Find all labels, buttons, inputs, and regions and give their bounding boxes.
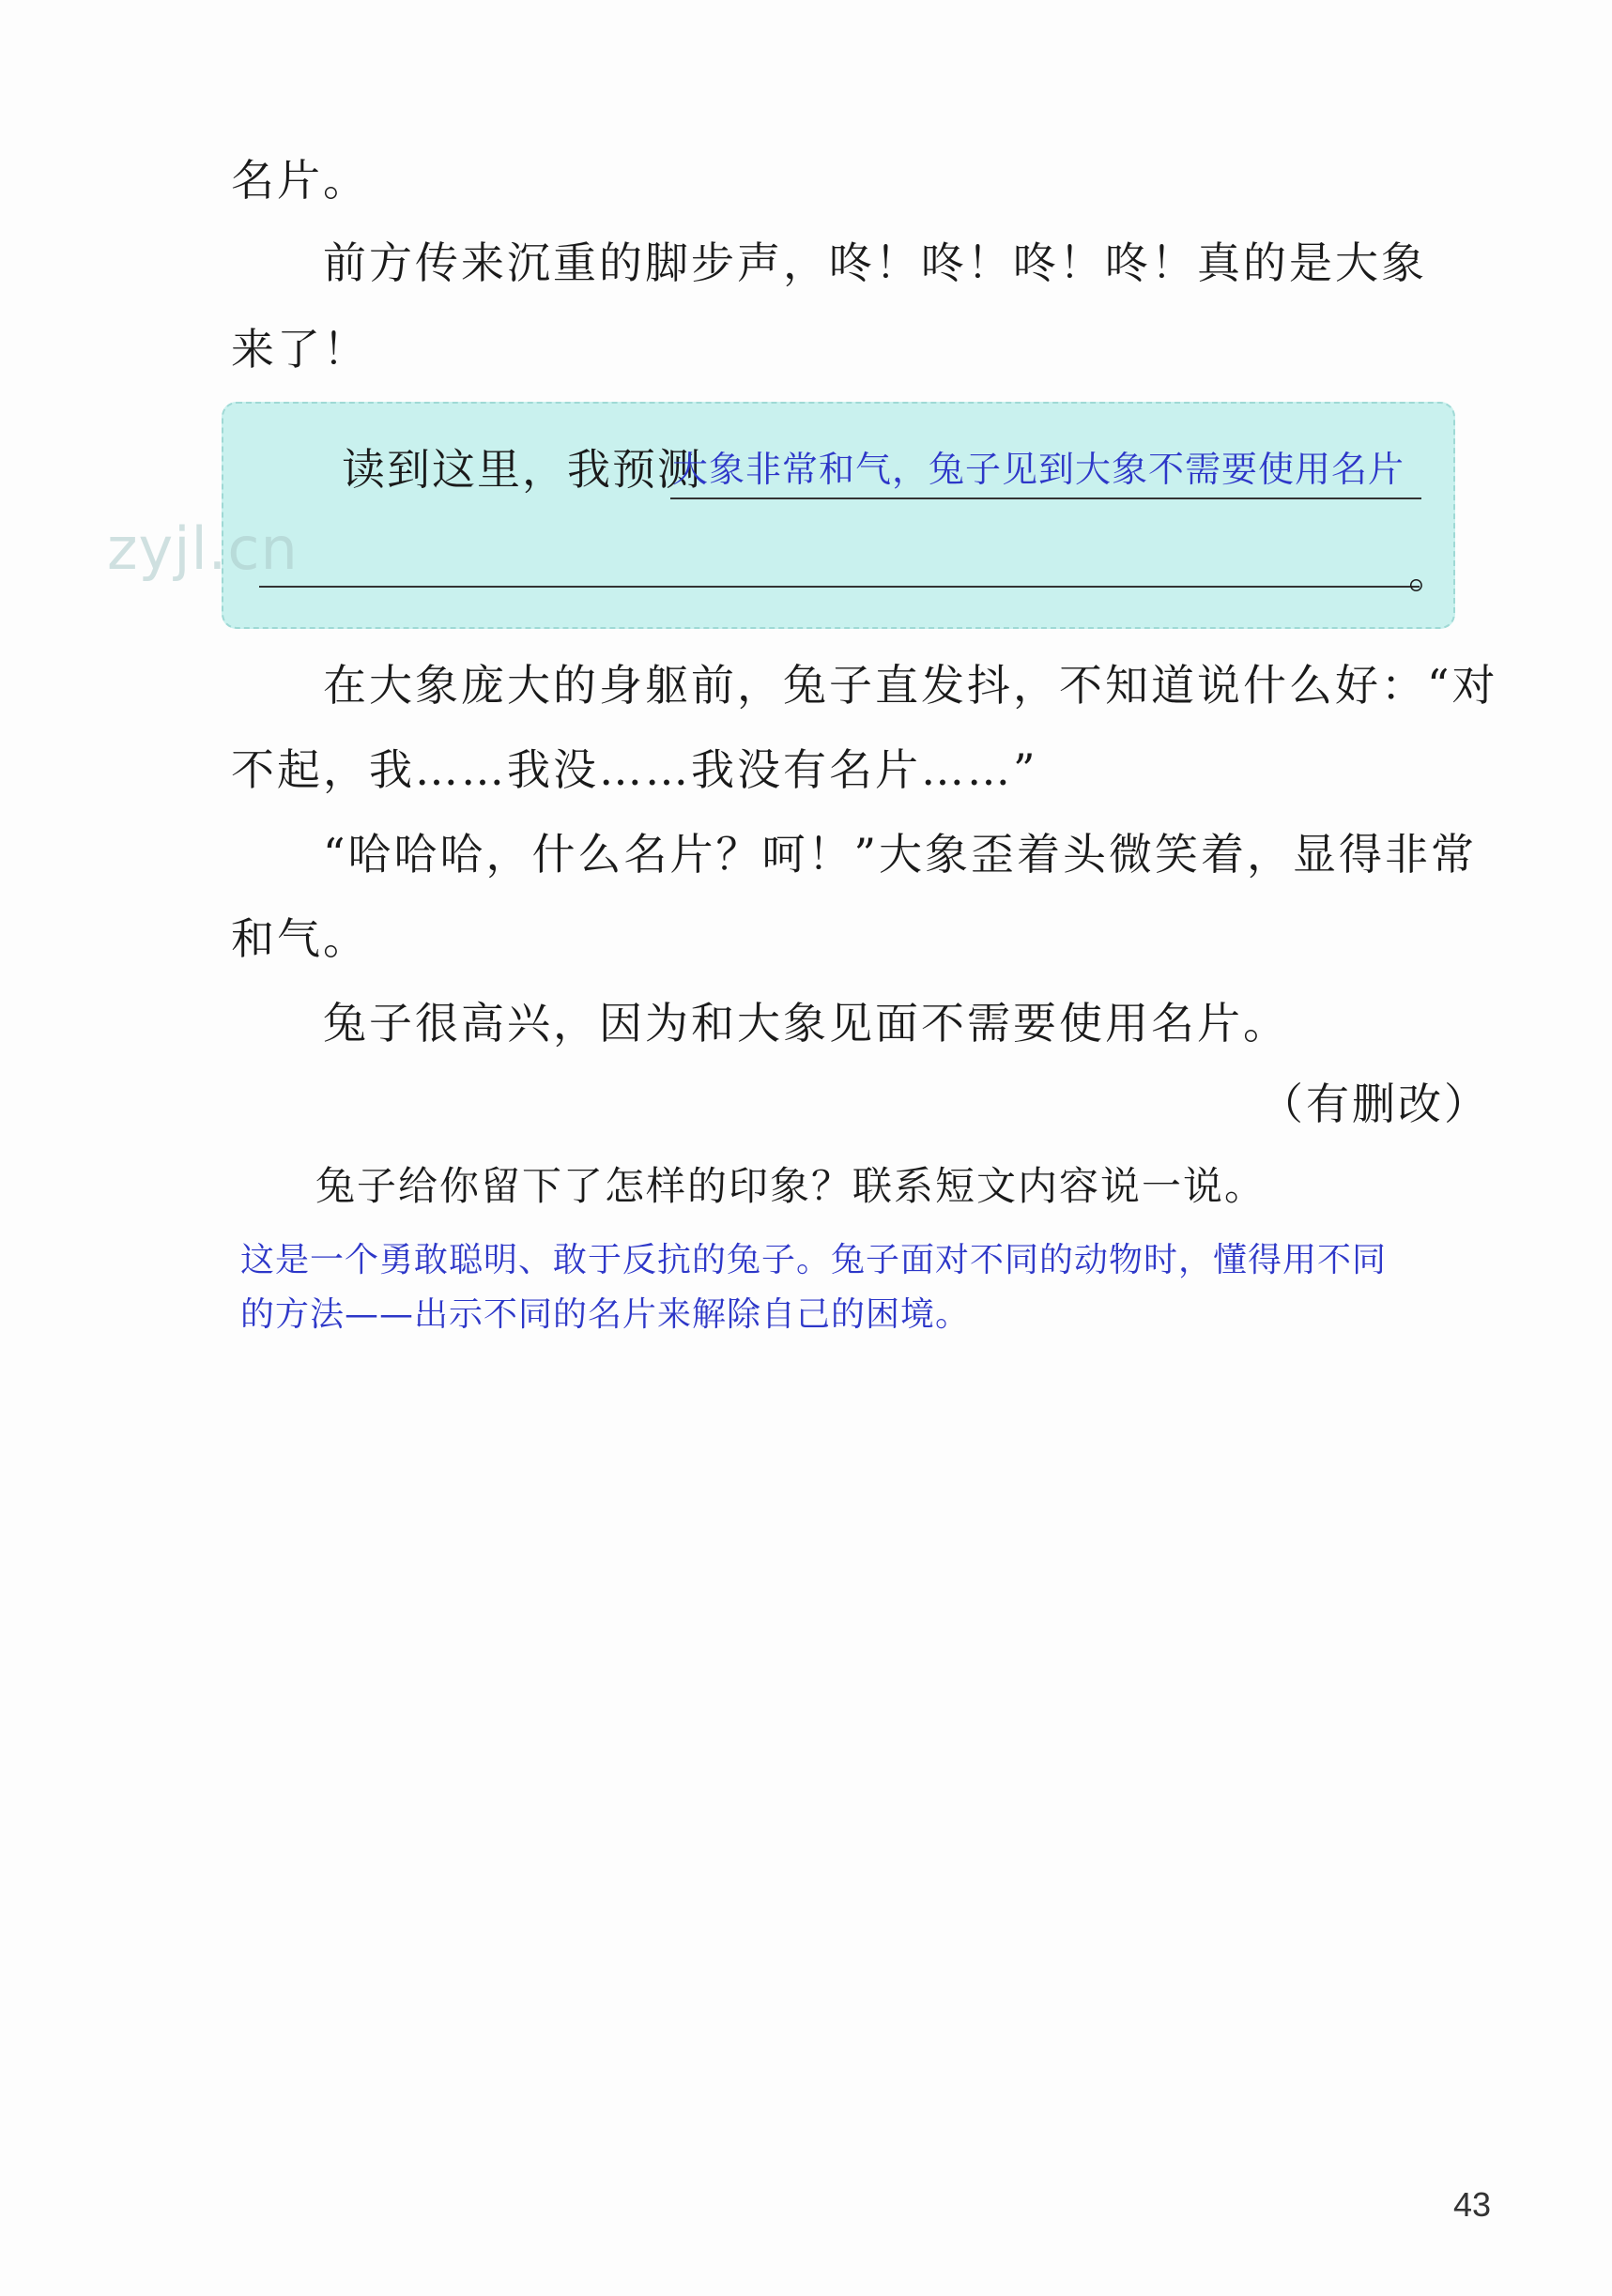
paragraph-2-line-1: 前方传来沉重的脚步声，咚！咚！咚！咚！真的是大象	[323, 237, 1427, 288]
prediction-prompt: 读到这里，我预测	[342, 444, 702, 495]
prediction-box	[222, 402, 1455, 629]
paragraph-4-line-2: 和气。	[231, 913, 369, 964]
prediction-end-mark: 。	[1408, 547, 1451, 598]
watermark: zyjl.cn	[107, 514, 299, 583]
paragraph-3-line-1: 在大象庞大的身躯前，兔子直发抖，不知道说什么好：“对	[323, 660, 1498, 711]
question-text: 兔子给你留下了怎样的印象？联系短文内容说一说。	[315, 1163, 1267, 1209]
prediction-answer: 大象非常和气，兔子见到大象不需要使用名片	[672, 449, 1405, 490]
edit-note: （有删改）	[1260, 1079, 1490, 1129]
paragraph-3-line-2: 不起，我……我没……我没有名片……”	[231, 744, 1038, 795]
paragraph-4-line-1: “哈哈哈，什么名片？呵！”大象歪着头微笑着，显得非常	[323, 829, 1478, 880]
answer-underline-1	[670, 497, 1421, 499]
paragraph-1: 名片。	[231, 155, 369, 206]
answer-underline-2	[259, 586, 1420, 588]
page-number: 43	[1453, 2185, 1492, 2224]
paragraph-5: 兔子很高兴，因为和大象见面不需要使用名片。	[323, 998, 1289, 1049]
paragraph-2-line-2: 来了！	[231, 324, 369, 375]
question-answer-line-2: 的方法——出示不同的名片来解除自己的困境。	[240, 1295, 971, 1334]
question-answer-line-1: 这是一个勇敢聪明、敢于反抗的兔子。兔子面对不同的动物时，懂得用不同	[240, 1241, 1388, 1279]
